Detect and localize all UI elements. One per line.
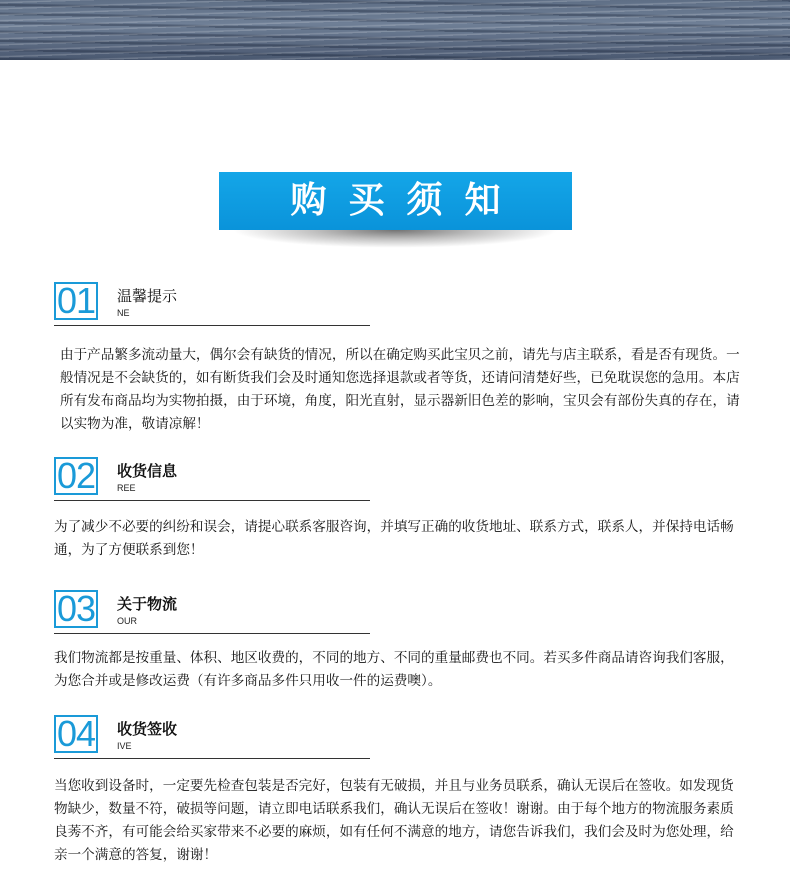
section-02-header (54, 457, 374, 505)
section-03-header (54, 590, 374, 638)
section-title: 温馨提示 (117, 287, 178, 305)
section-subtitle: REE (117, 483, 136, 493)
section-number-box: 04 (54, 715, 98, 753)
section-01-body: 由于产品繁多流动量大，偶尔会有缺货的情况，所以在确定购买此宝贝之前，请先与店主联系，看是否有现货。一般情况是不会缺货的，如有断货我们会及时通知您选择退款或者等货，还请问清楚好些，已免耽误您的急用。本店所有发布商品均为实物拍摄，由于环境，角度，阳光直射，显示器新旧色差的影响，宝贝会有部份失真的存在，请以实物为准，敬请凉解！ (60, 347, 740, 432)
title-banner-shadow (232, 230, 559, 248)
section-subtitle: OUR (117, 616, 137, 626)
section-02-body: 为了减少不必要的纠纷和误会，请提心联系客服咨询，并填写正确的收货地址、联系方式，联系人，并保持电话畅通，为了方便联系到您！ (54, 519, 734, 558)
top-decorative-strip (0, 0, 790, 60)
section-number-box: 02 (54, 457, 98, 495)
section-03-body: 我们物流都是按重量、体积、地区收费的，不同的地方、不同的重量邮费也不同。若买多件商品请咨询我们客服，为您合并或是修改运费（有许多商品多件只用收一件的运费噢）。 (54, 650, 734, 689)
section-title: 收货信息 (117, 462, 178, 480)
title-banner (219, 172, 572, 230)
section-divider (54, 633, 370, 634)
section-title: 关于物流 (117, 595, 178, 613)
section-divider (54, 500, 370, 501)
section-number-box: 03 (54, 590, 98, 628)
section-04-header (54, 715, 374, 763)
section-number-box: 01 (54, 282, 98, 320)
section-divider (54, 758, 370, 759)
section-subtitle: IVE (117, 741, 132, 751)
section-title: 收货签收 (117, 720, 178, 738)
section-01-header (54, 282, 374, 330)
page-title: 购买须知 (290, 180, 523, 221)
section-04-body: 当您收到设备时，一定要先检查包装是否完好，包装有无破损，并且与业务员联系，确认无误后在签收。如发现货物缺少，数量不符，破损等问题，请立即电话联系我们，确认无误后在签收！谢谢。由于每个地方的物流服务素质良莠不齐，有可能会给买家带来不必要的麻烦，如有任何不满意的地方，请您告诉我们，我们会及时为您处理，给亲一个满意的答复，谢谢！ (54, 778, 734, 863)
section-divider (54, 325, 370, 326)
section-subtitle: NE (117, 308, 130, 318)
